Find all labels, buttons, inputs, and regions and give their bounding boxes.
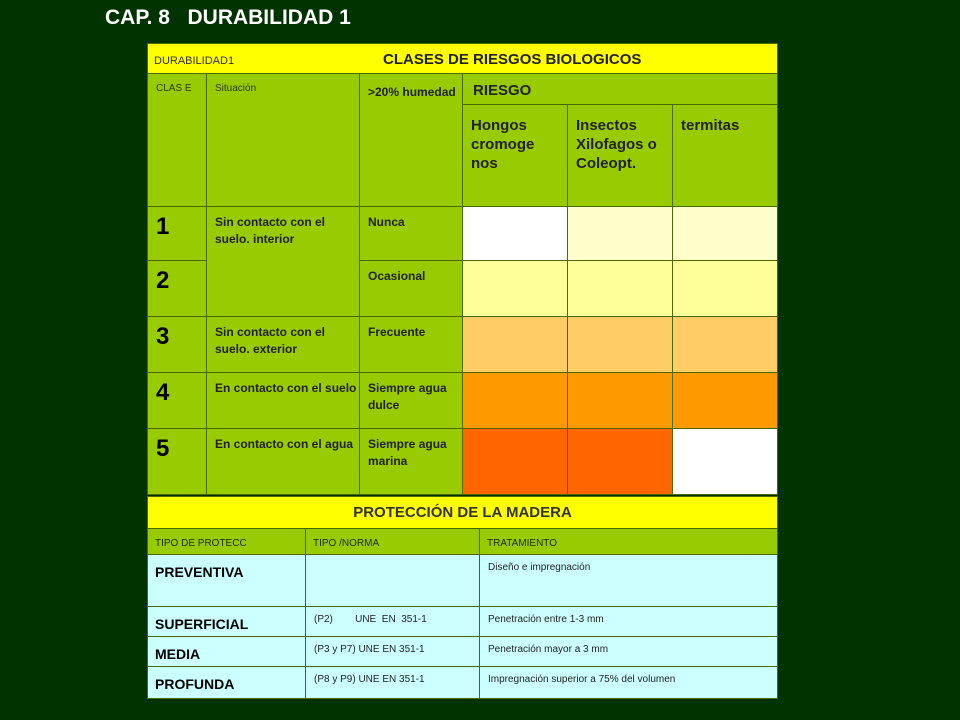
- risk-situation: En contacto con el agua: [207, 429, 360, 495]
- risk-level-hongos: [463, 373, 568, 429]
- risk-classes-table: [147, 43, 778, 495]
- risk-row-3: [148, 317, 778, 373]
- protection-colhead-row: [148, 529, 778, 555]
- risk-level-insectos: [568, 207, 673, 261]
- risk-humidity: Siempre agua marina: [360, 429, 463, 495]
- protection-treatment: Impregnación superior a 75% del volumen: [480, 667, 778, 699]
- col-head-situacion: Situación: [207, 74, 360, 207]
- risk-level-termitas: [673, 317, 778, 373]
- protection-row-media: [148, 637, 778, 667]
- risk-level-hongos: [463, 317, 568, 373]
- risk-level-hongos: [463, 429, 568, 495]
- risk-class-number: 5: [148, 429, 207, 495]
- risk-class-number: 2: [148, 261, 207, 317]
- col-head-riesgo: RIESGO: [463, 74, 778, 105]
- risk-row-1: [148, 207, 778, 261]
- protection-norm: (P3 y P7) UNE EN 351-1: [306, 637, 480, 667]
- risk-table-header: [148, 44, 778, 74]
- col-head-hongos: Hongos cromoge nos: [463, 105, 568, 207]
- protection-type: PROFUNDA: [148, 667, 306, 699]
- risk-class-number: 3: [148, 317, 207, 373]
- col-head-clase: CLAS E: [148, 74, 207, 207]
- risk-level-insectos: [568, 317, 673, 373]
- protection-treatment: Penetración mayor a 3 mm: [480, 637, 778, 667]
- risk-level-hongos: [463, 261, 568, 317]
- col-head-humedad: >20% humedad: [360, 74, 463, 207]
- risk-level-termitas: [673, 207, 778, 261]
- protection-table-title: PROTECCIÓN DE LA MADERA: [148, 497, 778, 529]
- risk-situation: Sin contacto con el suelo. exterior: [207, 317, 360, 373]
- risk-class-number: 1: [148, 207, 207, 261]
- protection-row-superficial: [148, 607, 778, 637]
- protection-type: SUPERFICIAL: [148, 607, 306, 637]
- page-title: CAP. 8 DURABILIDAD 1: [105, 6, 351, 29]
- risk-level-insectos: [568, 429, 673, 495]
- wood-protection-table: [147, 496, 778, 699]
- protection-row-preventiva: [148, 555, 778, 607]
- risk-humidity: Siempre agua dulce: [360, 373, 463, 429]
- col-head-insectos: Insectos Xilofagos o Coleopt.: [568, 105, 673, 207]
- risk-class-number: 4: [148, 373, 207, 429]
- protection-type: MEDIA: [148, 637, 306, 667]
- risk-humidity: Frecuente: [360, 317, 463, 373]
- risk-level-hongos: [463, 207, 568, 261]
- protection-norm: [306, 555, 480, 607]
- risk-row-5: [148, 429, 778, 495]
- risk-humidity: Ocasional: [360, 261, 463, 317]
- risk-row-4: [148, 373, 778, 429]
- risk-level-insectos: [568, 261, 673, 317]
- risk-level-termitas: [673, 373, 778, 429]
- risk-level-termitas: [673, 261, 778, 317]
- risk-humidity: Nunca: [360, 207, 463, 261]
- risk-table-header-row: [148, 44, 778, 74]
- protection-title-row: [148, 497, 778, 529]
- risk-level-insectos: [568, 373, 673, 429]
- risk-table-title: CLASES DE RIESGOS BIOLOGICOS: [383, 51, 642, 68]
- risk-level-termitas: [673, 429, 778, 495]
- risk-table-header-label: DURABILIDAD1: [154, 55, 235, 67]
- col-head-termitas: termitas: [673, 105, 778, 207]
- risk-situation: Sin contacto con el suelo. interior: [207, 207, 360, 317]
- risk-table-colhead-row: [148, 74, 778, 105]
- risk-situation: En contacto con el suelo: [207, 373, 360, 429]
- protection-treatment: Diseño e impregnación: [480, 555, 778, 607]
- col-head-tipo-proteccion: TIPO DE PROTECC: [148, 529, 306, 555]
- col-head-tratamiento: TRATAMIENTO: [480, 529, 778, 555]
- protection-type: PREVENTIVA: [148, 555, 306, 607]
- protection-treatment: Penetración entre 1-3 mm: [480, 607, 778, 637]
- protection-norm: (P8 y P9) UNE EN 351-1: [306, 667, 480, 699]
- protection-norm: (P2) UNE EN 351-1: [306, 607, 480, 637]
- col-head-tipo-norma: TIPO /NORMA: [306, 529, 480, 555]
- protection-row-profunda: [148, 667, 778, 699]
